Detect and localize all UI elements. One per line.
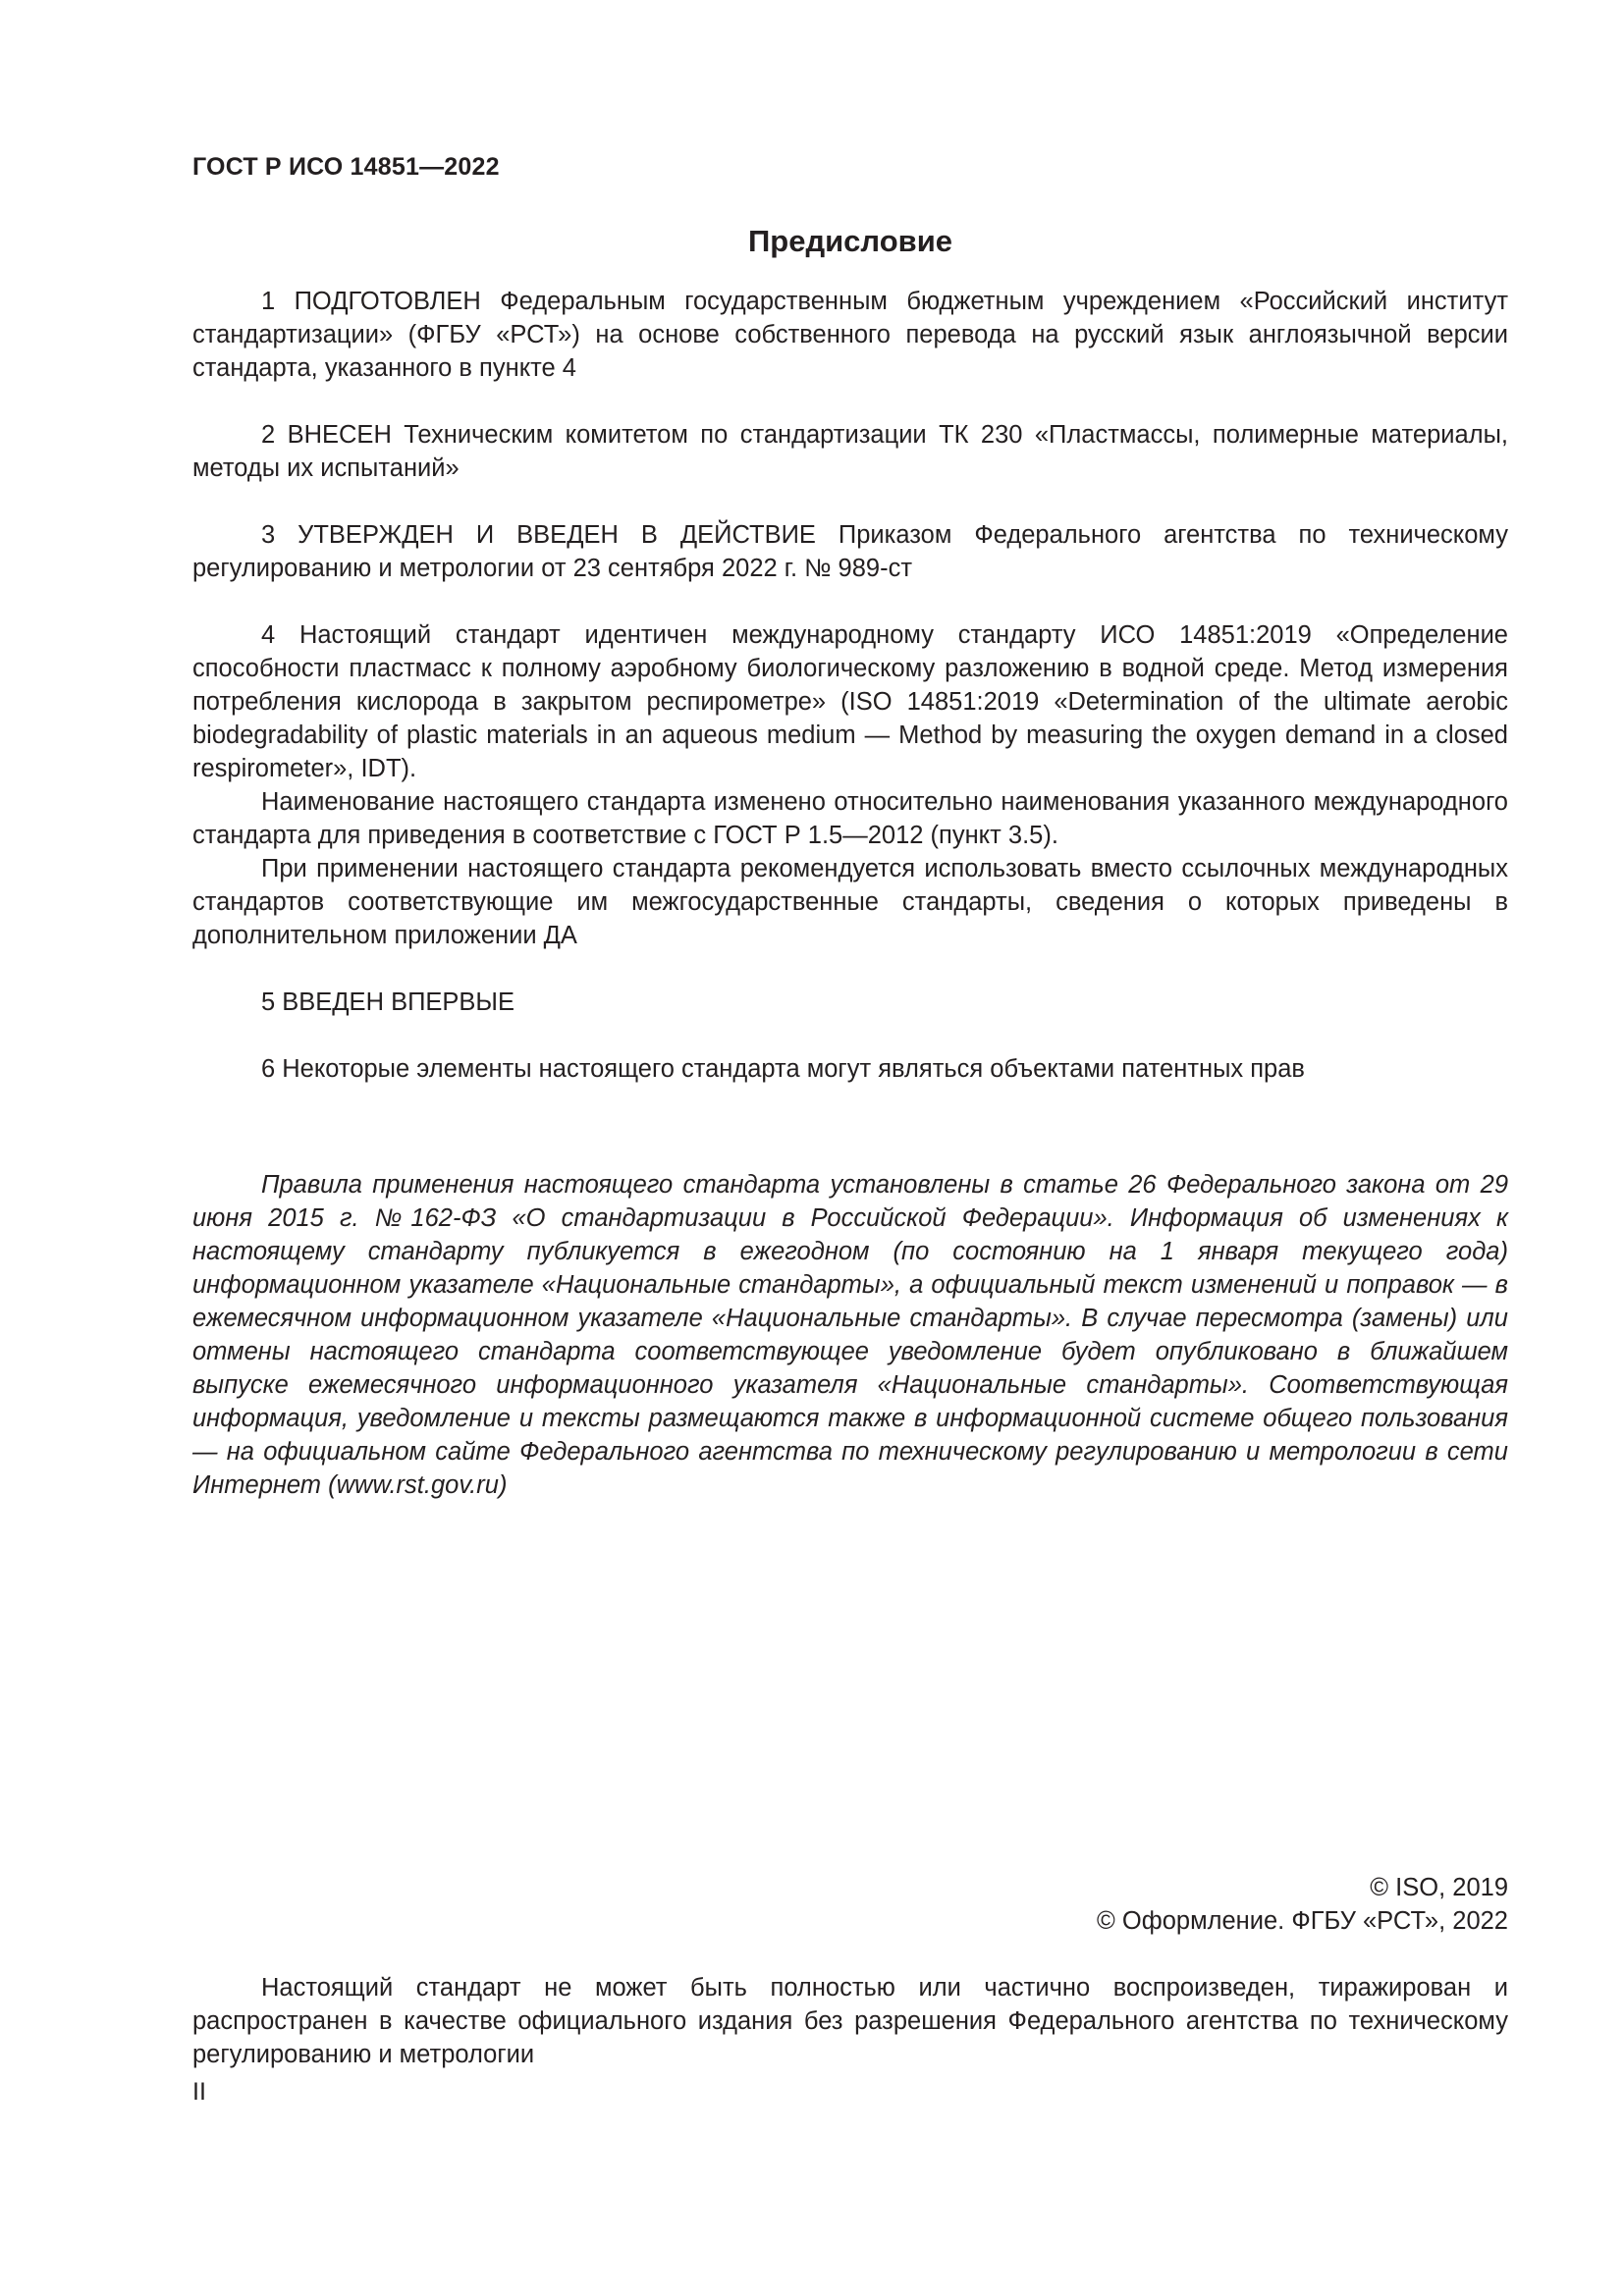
page-number: II (192, 2078, 206, 2106)
copyright-design: © Оформление. ФГБУ «РСТ», 2022 (1097, 1907, 1508, 1935)
paragraph-submitted: 2 ВНЕСЕН Техническим комитетом по стандартизации ТК 230 «Пластмассы, полимерные материалы, методы их испытаний» (192, 421, 1508, 482)
page-title: Предисловие (747, 224, 952, 258)
copyright-block (1097, 1871, 1508, 1938)
foreword-body (192, 285, 1508, 1086)
reproduction-notice: Настоящий стандарт не может быть полностью или частично воспроизведен, тиражирован и распространен в качестве официального издания без разрешения Федерального агентства по техническому регулированию и метрологии (192, 1974, 1508, 2068)
paragraph-approved: 3 УТВЕРЖДЕН И ВВЕДЕН В ДЕЙСТВИЕ Приказом Федерального агентства по техническому регулированию и метрологии от 23 сентября 2022 г. № 989-ст (192, 521, 1508, 582)
rules-notice: Правила применения настоящего стандарта установлены в статье 26 Федерального закона от 29 июня 2015 г. №162-ФЗ «О стандартизации в Российской Федерации». Информация об изменениях к настоящему стандарту публикуется в ежегодном (по состоянию на 1 января текущего года) информационном указателе «Национальные стандарты», а официальный текст изменений и поправок — в ежемесячном информационном указателе «Национальные стандарты». В случае пересмотра (замены) или отмены настоящего стандарта соответствующее уведомление будет опубликовано в ближайшем выпуске ежемесячного информационного указателя «Национальные стандарты». Соответствующая информация, уведомление и тексты размещаются также в информационной системе общего пользования — на официальном сайте Федерального агентства по техническому регулированию и метрологии в сети Интернет (www.rst.gov.ru) (192, 1171, 1508, 1499)
paragraph-references: При применении настоящего стандарта рекомендуется использовать вместо ссылочных международных стандартов соответствующие им межгосударственные стандарты, сведения о которых приведены в дополнительном приложении ДА (192, 855, 1508, 949)
copyright-iso: © ISO, 2019 (1370, 1874, 1508, 1901)
paragraph-patent-rights: 6 Некоторые элементы настоящего стандарта могут являться объектами патентных прав (261, 1055, 1305, 1083)
document-code: ГОСТ Р ИСО 14851—2022 (192, 153, 500, 181)
paragraph-identical: 4 Настоящий стандарт идентичен международному стандарту ИСО 14851:2019 «Определение способности пластмасс к полному аэробному биологическому разложению в водной среде. Метод измерения потребления кислорода в закрытом респирометре» (ISO 14851:2019 «Determination of the ultimate aerobic biodegradability of plastic materials in an aqueous medium — Method by measuring the oxygen demand in a closed respirometer», IDT). (192, 621, 1508, 782)
document-page (192, 0, 1508, 2296)
paragraph-name-changed: Наименование настоящего стандарта изменено относительно наименования указанного международного стандарта для приведения в соответствие с ГОСТ Р 1.5—2012 (пункт 3.5). (192, 788, 1508, 849)
paragraph-first-introduced: 5 ВВЕДЕН ВПЕРВЫЕ (261, 988, 515, 1016)
paragraph-prepared: 1 ПОДГОТОВЛЕН Федеральным государственным бюджетным учреждением «Российский институт стандартизации» (ФГБУ «РСТ») на основе собственного перевода на русский язык англоязычной версии стандарта, указанного в пункте 4 (192, 288, 1508, 382)
